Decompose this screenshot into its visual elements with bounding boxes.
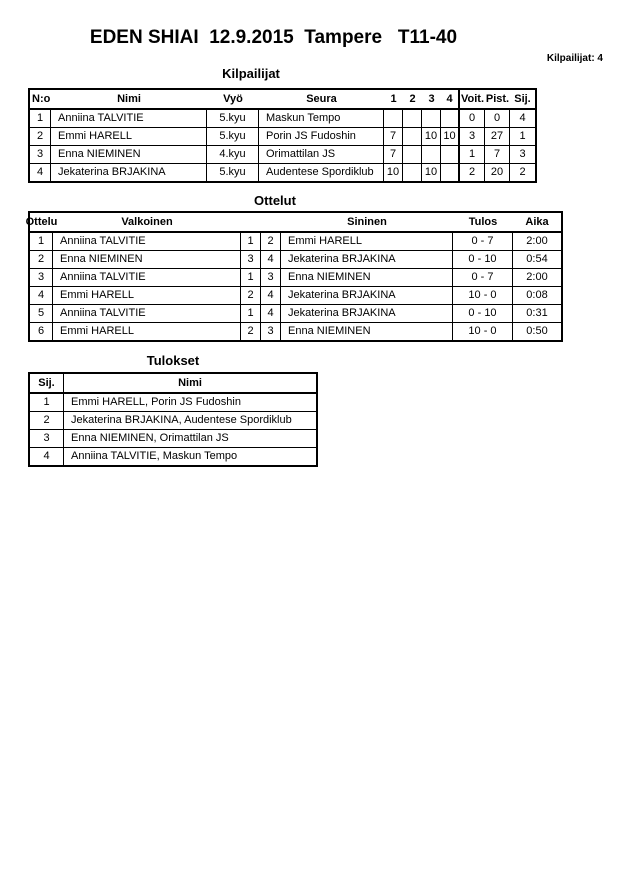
cell-voit: 2 xyxy=(460,164,485,181)
kilpailijat-row xyxy=(30,110,535,127)
cell-nimi: Emmi HARELL, Porin JS Fudoshin xyxy=(71,396,241,408)
cell-tulos: 0 - 10 xyxy=(453,251,513,268)
cell-valkoinen: Emmi HARELL xyxy=(53,323,241,340)
col-header-voit: Voit. xyxy=(460,92,484,105)
col-header-nimi: Nimi xyxy=(178,376,202,389)
cell-no: 4 xyxy=(30,164,51,181)
cell-blue-number: 4 xyxy=(261,287,281,304)
cell-sininen: Jekaterina BRJAKINA xyxy=(281,305,453,322)
ottelu-row xyxy=(30,268,561,286)
cell-nimi: Jekaterina BRJAKINA, Audentese Spordiklub xyxy=(71,414,292,426)
cell-match-no: 4 xyxy=(30,287,53,304)
col-header-sij: Sij. xyxy=(30,374,64,392)
cell-white-number: 3 xyxy=(241,251,261,268)
col-header-2: 2 xyxy=(409,92,416,105)
kilpailijat-header-row xyxy=(30,90,535,110)
cell-aika: 2:00 xyxy=(526,235,548,247)
cell-score-3: 10 xyxy=(422,164,441,181)
cell-aika: 0:50 xyxy=(526,325,548,337)
cell-sij: 3 xyxy=(519,148,526,160)
cell-blue-number: 3 xyxy=(261,323,281,340)
cell-seura: Porin JS Fudoshin xyxy=(259,128,384,145)
tulokset-row xyxy=(30,411,316,429)
cell-sij: 4 xyxy=(519,112,526,124)
cell-match-no: 2 xyxy=(30,251,53,268)
cell-tulos: 10 - 0 xyxy=(453,323,513,340)
cell-match-no: 5 xyxy=(30,305,53,322)
col-header-1: 1 xyxy=(390,92,397,105)
cell-score-3 xyxy=(422,110,441,127)
col-header-tulos: Tulos xyxy=(468,215,498,228)
cell-white-number: 1 xyxy=(241,269,261,286)
cell-aika: 0:31 xyxy=(526,307,548,319)
cell-score-1: 7 xyxy=(384,146,403,163)
cell-score-3 xyxy=(422,146,441,163)
section-heading-kilpailijat: Kilpailijat xyxy=(222,66,280,81)
cell-sij: 4 xyxy=(30,448,64,465)
cell-vyo: 5.kyu xyxy=(207,164,259,181)
cell-score-4 xyxy=(441,164,460,181)
cell-sininen: Enna NIEMINEN xyxy=(281,269,453,286)
col-header-pist: Pist. xyxy=(485,92,510,105)
page-title: EDEN SHIAI 12.9.2015 Tampere T11-40 xyxy=(89,27,458,48)
cell-nimi: Anniina TALVITIE, Maskun Tempo xyxy=(71,450,238,462)
cell-no: 1 xyxy=(30,110,51,127)
cell-pist: 7 xyxy=(485,146,510,163)
col-header-sij: Sij. xyxy=(514,92,531,105)
cell-score-4 xyxy=(441,146,460,163)
cell-no: 3 xyxy=(30,146,51,163)
cell-voit: 3 xyxy=(460,128,485,145)
section-heading-tulokset: Tulokset xyxy=(146,353,200,368)
kilpailijat-row xyxy=(30,127,535,145)
cell-pist: 0 xyxy=(485,110,510,127)
cell-pist: 27 xyxy=(485,128,510,145)
ottelu-row xyxy=(30,322,561,340)
cell-sij: 1 xyxy=(30,394,64,411)
col-header-sininen: Sininen xyxy=(347,215,387,228)
cell-aika: 0:54 xyxy=(526,253,548,265)
cell-match-no: 1 xyxy=(30,233,53,250)
ottelut-table xyxy=(25,211,563,342)
col-header-seura: Seura xyxy=(306,92,337,105)
cell-seura: Audentese Spordiklub xyxy=(259,164,384,181)
cell-valkoinen: Anniina TALVITIE xyxy=(53,305,241,322)
cell-nimi: Anniina TALVITIE xyxy=(51,110,207,127)
cell-nimi: Enna NIEMINEN, Orimattilan JS xyxy=(71,432,229,444)
col-header-no: N:o xyxy=(32,92,51,105)
ottelu-row xyxy=(30,250,561,268)
tulokset-row xyxy=(30,429,316,447)
cell-tulos: 0 - 10 xyxy=(453,305,513,322)
kilpailijat-table xyxy=(28,88,537,183)
col-header-white-number xyxy=(241,213,261,231)
tulokset-header-row xyxy=(30,374,316,394)
cell-valkoinen: Enna NIEMINEN xyxy=(53,251,241,268)
cell-nimi: Jekaterina BRJAKINA xyxy=(51,164,207,181)
cell-vyo: 5.kyu xyxy=(207,110,259,127)
cell-score-2 xyxy=(403,128,422,145)
cell-sij: 3 xyxy=(30,430,64,447)
cell-no: 2 xyxy=(30,128,51,145)
cell-sij: 2 xyxy=(519,166,526,178)
cell-score-2 xyxy=(403,110,422,127)
cell-sininen: Jekaterina BRJAKINA xyxy=(281,287,453,304)
cell-tulos: 0 - 7 xyxy=(453,233,513,250)
cell-blue-number: 4 xyxy=(261,251,281,268)
ottelu-row xyxy=(30,286,561,304)
cell-seura: Maskun Tempo xyxy=(259,110,384,127)
cell-pist: 20 xyxy=(485,164,510,181)
tulokset-row xyxy=(30,394,316,411)
col-header-valkoinen: Valkoinen xyxy=(121,215,173,228)
cell-score-4: 10 xyxy=(441,128,460,145)
cell-vyo: 4.kyu xyxy=(207,146,259,163)
cell-valkoinen: Anniina TALVITIE xyxy=(53,233,241,250)
kilpailijat-row xyxy=(30,145,535,163)
cell-blue-number: 3 xyxy=(261,269,281,286)
cell-blue-number: 2 xyxy=(261,233,281,250)
cell-sij: 1 xyxy=(519,130,526,142)
cell-score-1 xyxy=(384,110,403,127)
cell-nimi: Enna NIEMINEN xyxy=(51,146,207,163)
col-header-ottelu: Ottelu xyxy=(25,215,58,228)
cell-score-4 xyxy=(441,110,460,127)
cell-tulos: 0 - 7 xyxy=(453,269,513,286)
cell-sininen: Emmi HARELL xyxy=(281,233,453,250)
section-heading-ottelut: Ottelut xyxy=(254,193,296,208)
col-header-4: 4 xyxy=(441,90,460,108)
cell-white-number: 1 xyxy=(241,305,261,322)
cell-sininen: Enna NIEMINEN xyxy=(281,323,453,340)
cell-aika: 0:08 xyxy=(526,289,548,301)
cell-score-3: 10 xyxy=(422,128,441,145)
cell-voit: 1 xyxy=(460,146,485,163)
cell-aika: 2:00 xyxy=(526,271,548,283)
col-header-3: 3 xyxy=(428,92,435,105)
col-header-nimi: Nimi xyxy=(117,92,141,105)
competitor-count-label: Kilpailijat: 4 xyxy=(546,53,603,64)
cell-match-no: 6 xyxy=(30,323,53,340)
cell-white-number: 2 xyxy=(241,323,261,340)
cell-voit: 0 xyxy=(460,110,485,127)
col-header-blue-number xyxy=(261,213,281,231)
cell-score-2 xyxy=(403,164,422,181)
tulokset-table xyxy=(28,372,318,467)
col-header-aika: Aika xyxy=(525,215,549,228)
cell-tulos: 10 - 0 xyxy=(453,287,513,304)
cell-match-no: 3 xyxy=(30,269,53,286)
kilpailijat-row xyxy=(30,163,535,181)
ottelu-row xyxy=(30,304,561,322)
cell-valkoinen: Anniina TALVITIE xyxy=(53,269,241,286)
cell-score-1: 10 xyxy=(384,164,403,181)
cell-white-number: 2 xyxy=(241,287,261,304)
cell-valkoinen: Emmi HARELL xyxy=(53,287,241,304)
cell-score-1: 7 xyxy=(384,128,403,145)
cell-seura: Orimattilan JS xyxy=(259,146,384,163)
ottelu-row xyxy=(30,233,561,250)
ottelut-header-row xyxy=(25,213,561,233)
tulokset-row xyxy=(30,447,316,465)
cell-score-2 xyxy=(403,146,422,163)
col-header-vyo: Vyö xyxy=(223,92,243,105)
cell-blue-number: 4 xyxy=(261,305,281,322)
cell-sij: 2 xyxy=(30,412,64,429)
cell-sininen: Jekaterina BRJAKINA xyxy=(281,251,453,268)
cell-nimi: Emmi HARELL xyxy=(51,128,207,145)
cell-vyo: 5.kyu xyxy=(207,128,259,145)
cell-white-number: 1 xyxy=(241,233,261,250)
